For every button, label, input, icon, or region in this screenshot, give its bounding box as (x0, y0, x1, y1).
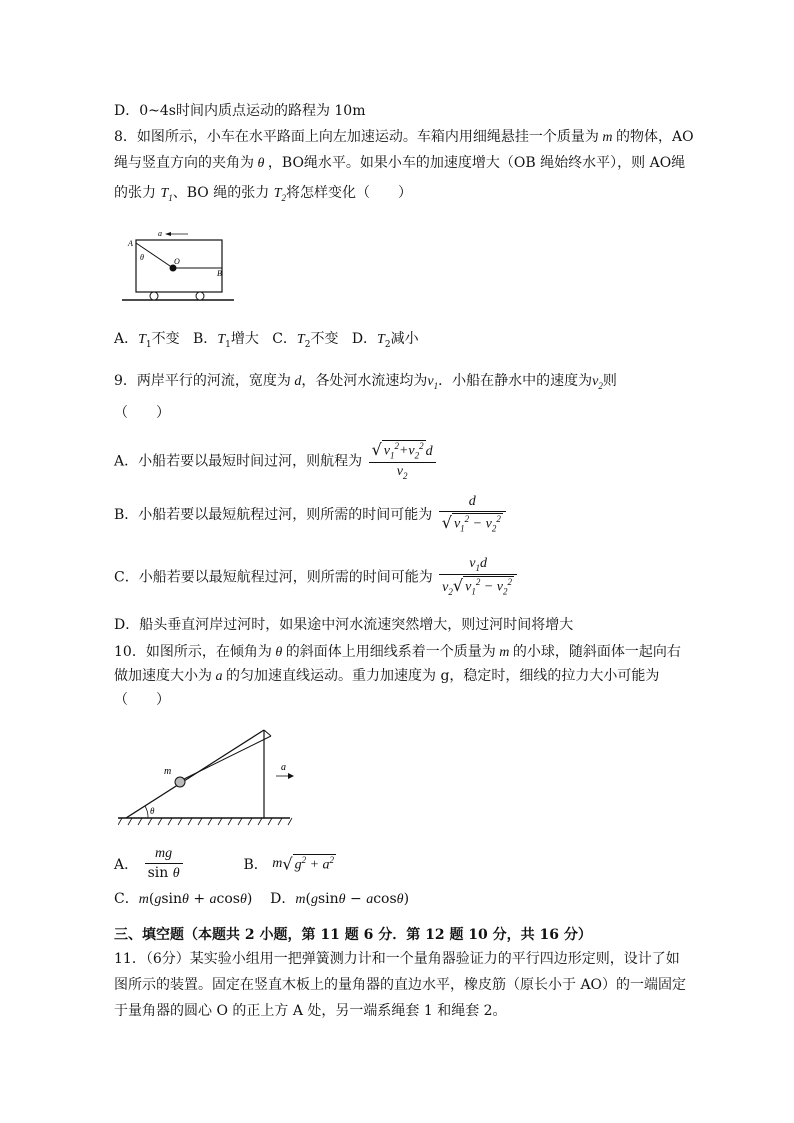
option-letter: B． (193, 331, 218, 347)
q9-paren: （ ） (114, 405, 170, 421)
q9-option-text: B．小船若要以最短航程过河，则所需的时间可能为 (114, 506, 433, 523)
q9-text: 9．两岸平行的河流，宽度为 (114, 373, 291, 389)
q8-stem-line1: 8．如图所示，小车在水平路面上向左加速运动。车箱内用细绳悬挂一个质量为 m 的物体，AO (114, 129, 694, 145)
mass-label: m (164, 766, 172, 777)
option-text: 不变 (310, 331, 339, 347)
theta-label: θ (140, 253, 144, 262)
q10-text: 的小球，随斜面体一起向右 (512, 644, 681, 660)
formula: $\frac{d}{√ v_1^2 - v_2^2}$ (439, 494, 506, 534)
q8-stem-line3: 的张力 $T_1$、BO 绳的张力 $T_2$将怎样变化（ ） (114, 185, 412, 203)
option-letter: B． (243, 857, 268, 873)
q8-options (114, 328, 419, 350)
q11-line2: 图所示的装置。固定在竖直木板上的量角器的直边水平，橡皮筋（原长小于 AO）的一端固定 (114, 977, 687, 993)
option-text: 增大 (230, 331, 259, 347)
q10-options-ab: A． $\frac{mg}{\text{sin θ}}$ B． m√ $g^2 + a^2$ (114, 846, 335, 881)
option-letter: C． (272, 331, 297, 347)
acceleration-label: a (158, 229, 162, 238)
q7-option-d: D．0~4s时间内质点运动的路程为 10m (114, 103, 366, 119)
q8-text: 将怎样变化（ ） (285, 185, 412, 201)
option-subscript: 2 (384, 339, 391, 350)
q9-text: ，各处河水流速均为 (301, 373, 428, 389)
q8-stem-line2: 绳与竖直方向的夹角为 θ ，BO绳水平。如果小车的加速度增大（OB 绳始终水平），则 AO绳 (114, 155, 686, 171)
q9-option-a (114, 440, 438, 481)
option-subscript: 1 (225, 339, 231, 350)
q8-text: 的张力 (114, 185, 156, 201)
q10-text: 的匀加速直线运动。重力加速度为 g，稳定时，细线的拉力大小可能为 (226, 668, 660, 684)
option-symbol: T (377, 332, 385, 347)
q8-cart-figure (118, 224, 238, 304)
formula: $\frac{v_1d}{v_2√ v_1^2 - v_2^2}$ (439, 556, 517, 597)
option-text: 不变 (151, 331, 180, 347)
q10-incline-figure (118, 722, 298, 832)
q10-text: 做加速度大小为 (114, 668, 212, 684)
q9-option-text: C．小船若要以最短航程过河，则所需的时间可能为 (114, 569, 433, 586)
option-text: 减小 (390, 331, 419, 347)
q8-text: 的物体，AO (616, 129, 694, 145)
formula: $\frac{√ v_1^2+v_2^2 d}{v_2}$ (369, 440, 436, 481)
point-a-label: A (128, 239, 133, 248)
q10-options-cd: C．m(gsinθ + acosθ) D．m(gsinθ − acosθ) (114, 891, 410, 907)
option-letter: A． (114, 331, 139, 347)
option-symbol: T (296, 332, 305, 347)
q8-text: 8．如图所示，小车在水平路面上向左加速运动。车箱内用细绳悬挂一个质量为 (114, 129, 599, 145)
option-letter: D． (351, 331, 378, 347)
q8-text: 绳与竖直方向的夹角为 (114, 155, 254, 171)
q9-option-b (114, 494, 508, 534)
option-subscript: 2 (304, 339, 311, 350)
q9-option-d: D．船头垂直河岸过河时，如果途中河水流速突然增大，则过河时间将增大 (114, 617, 574, 633)
option-subscript: 1 (145, 339, 152, 350)
option-symbol: T (217, 332, 226, 347)
point-b-label: B (217, 269, 222, 278)
q10-text: 10．如图所示，在倾角为 (114, 644, 272, 660)
q10-stem-line2: 做加速度大小为 a 的匀加速直线运动。重力加速度为 g，稳定时，细线的拉力大小可能为 (114, 668, 660, 684)
q10-text: 的斜面体上用细线系着一个质量为 (285, 644, 496, 660)
q9-text: 则 (602, 373, 617, 389)
option-letter: A． (114, 857, 139, 873)
point-o-label: O (174, 257, 180, 266)
q8-text: 、BO 绳的张力 (172, 185, 270, 201)
q9-text: ．小船在静水中的速度为 (438, 373, 593, 389)
option-symbol: T (138, 332, 146, 347)
q8-text: ，BO绳水平。如果小车的加速度增大（OB 绳始终水平），则 AO绳 (267, 155, 686, 171)
acceleration-label: a (281, 762, 286, 773)
option-letter: C． (114, 891, 139, 907)
q9-option-c (114, 556, 519, 597)
q11-line1: 11．（6分）某实验小组用一把弹簧测力计和一个量角器验证力的平行四边形定则，设计了如 (114, 951, 680, 967)
section-3-title: 三、填空题（本题共 2 小题，第 11 题 6 分．第 12 题 10 分，共 16 分） (114, 927, 592, 943)
q9-stem: 9．两岸平行的河流，宽度为 d，各处河水流速均为$v_1$．小船在静水中的速度为$v_2$则 (114, 373, 617, 391)
theta-label: θ (150, 806, 155, 816)
q10-paren: （ ） (114, 692, 170, 708)
option-letter: D． (270, 891, 296, 907)
q11-line3: 于量角器的圆心 O 的正上方 A 处，另一端系绳套 1 和绳套 2。 (114, 1003, 507, 1019)
q9-option-text: A．小船若要以最短时间过河，则航程为 (114, 453, 363, 470)
q10-stem-line1: 10．如图所示，在倾角为 θ 的斜面体上用细线系着一个质量为 m 的小球，随斜面体一起向右 (114, 644, 681, 660)
formula: $\frac{mg}{\text{sin θ}}$ (145, 846, 183, 882)
